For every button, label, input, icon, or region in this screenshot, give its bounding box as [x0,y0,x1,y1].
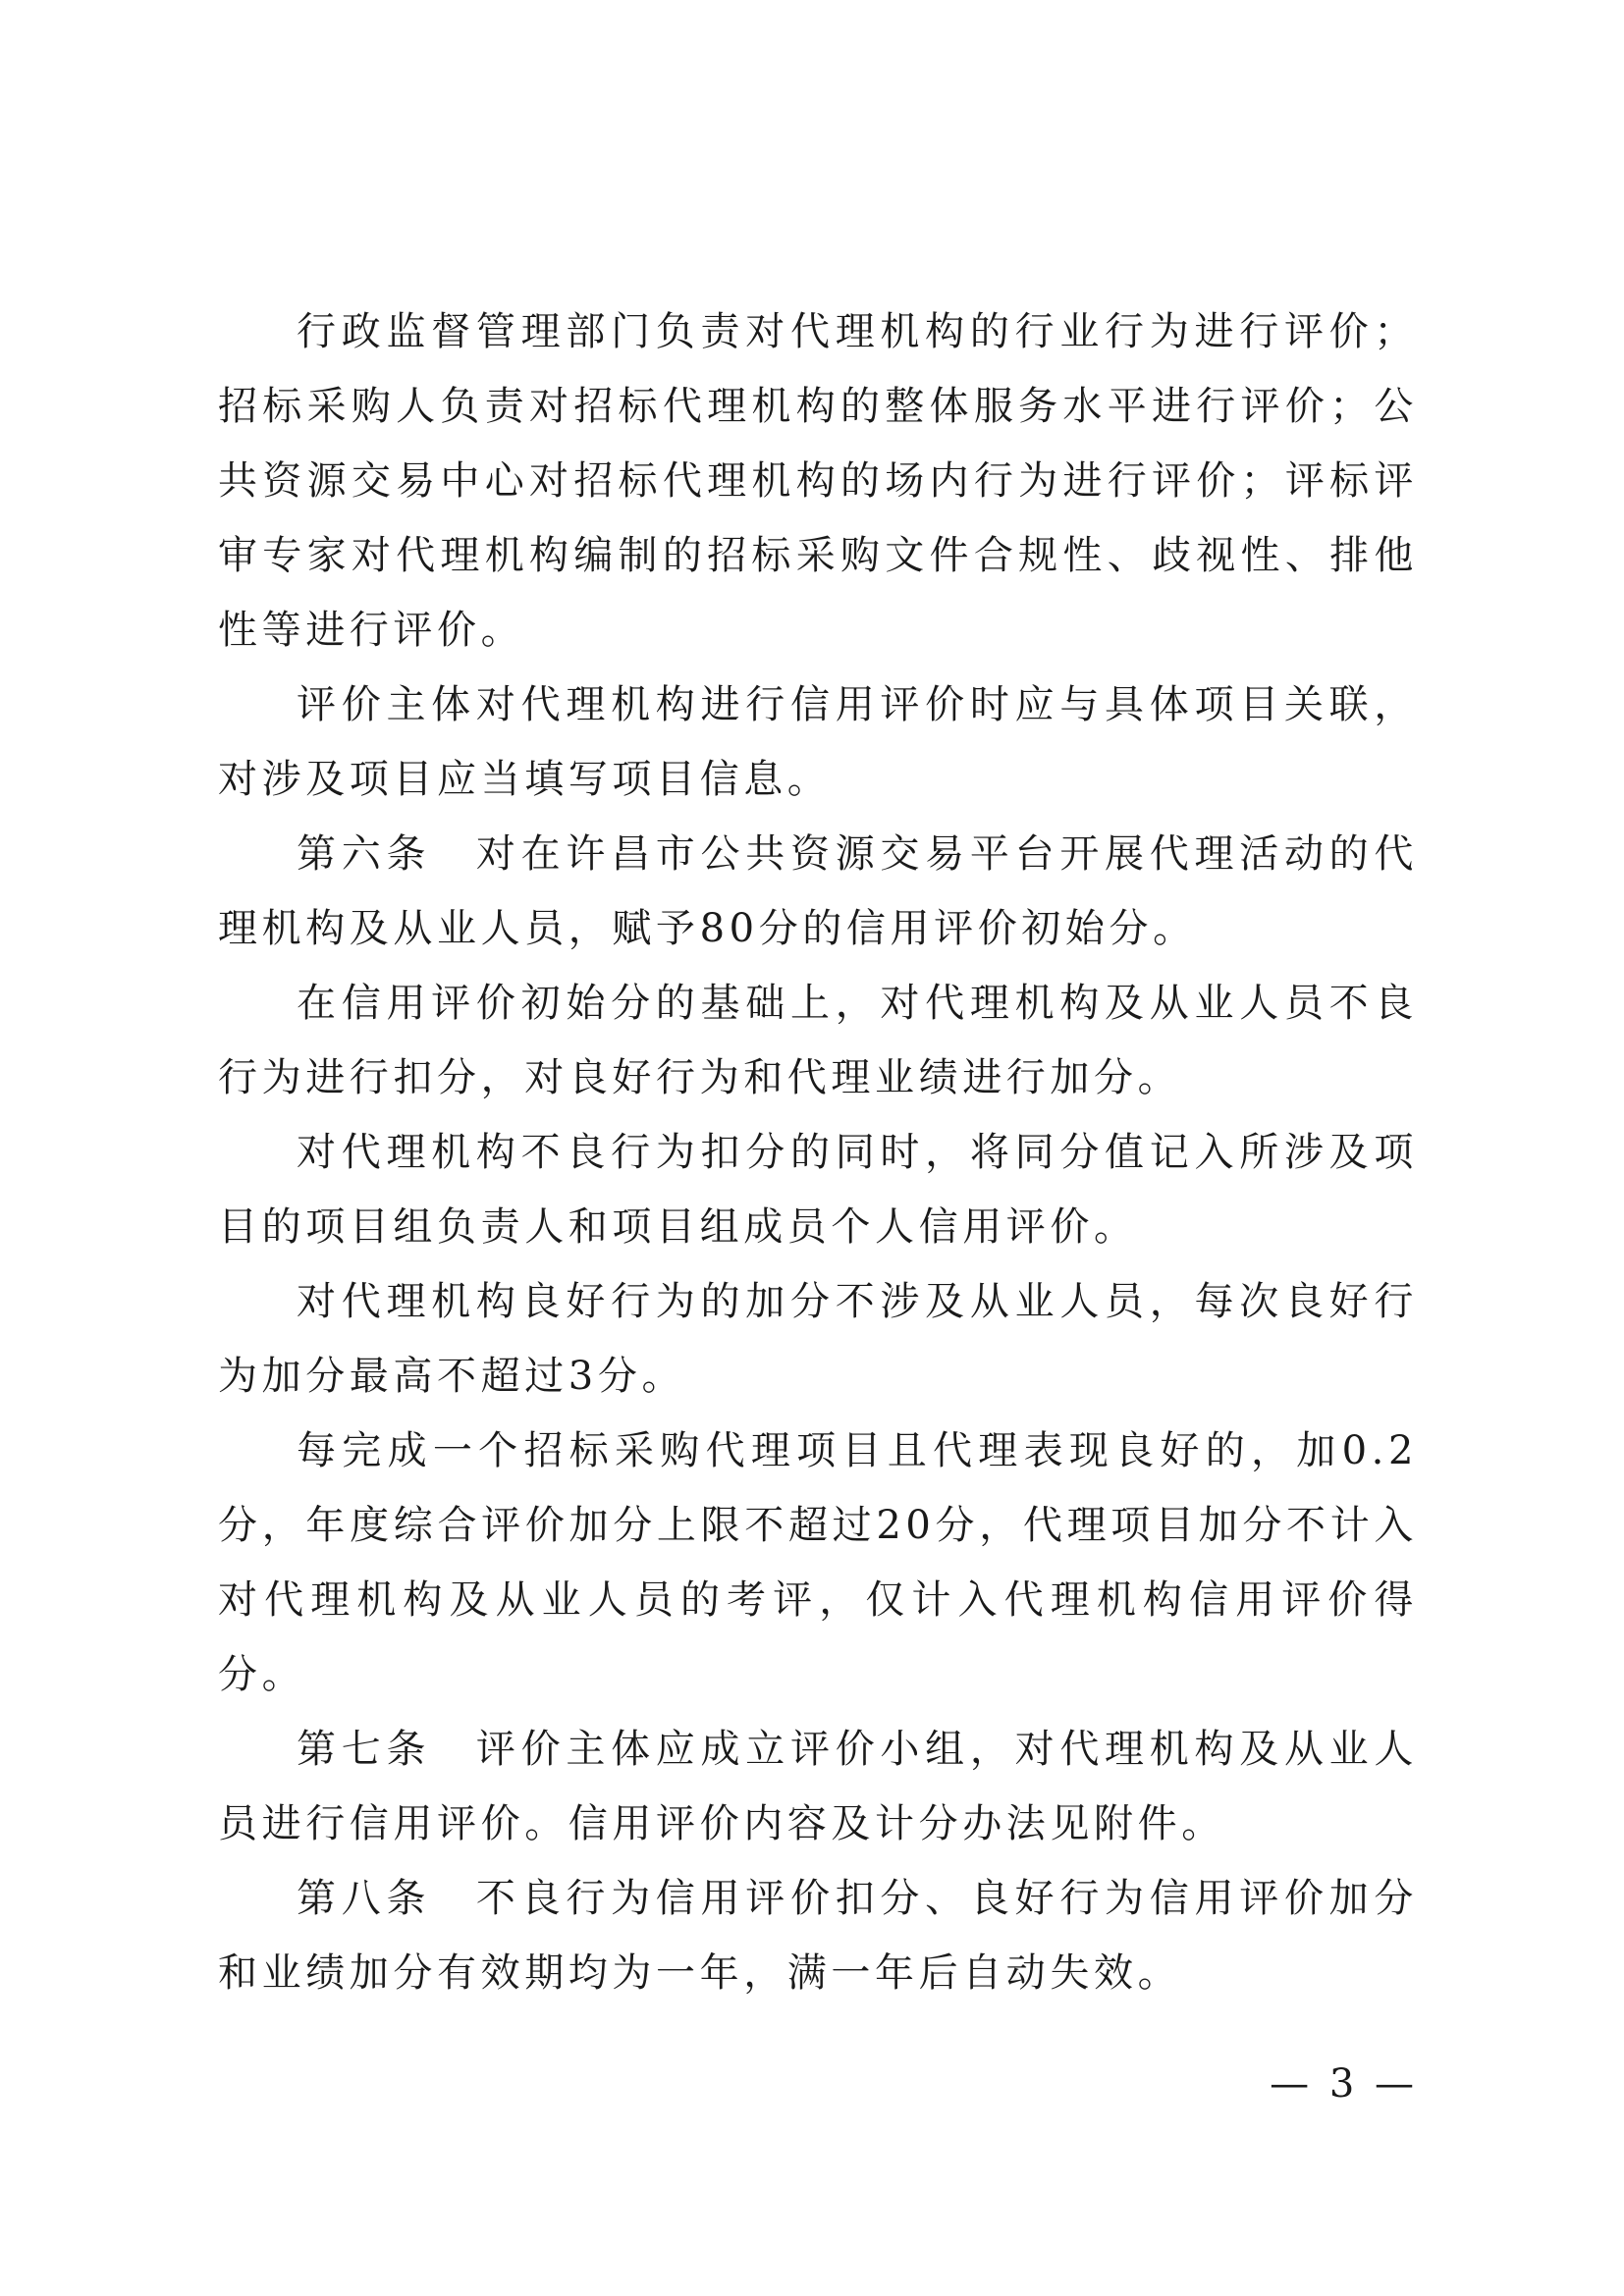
paragraph-project-association: 评价主体对代理机构进行信用评价时应与具体项目关联，对涉及项目应当填写项目信息。 [218,682,1418,802]
paragraph-deduction-addition: 在信用评价初始分的基础上，对代理机构及从业人员不良行为进行扣分，对良好行为和代理业绩进行加分。 [218,981,1418,1100]
paragraph-good-behavior-cap: 对代理机构良好行为的加分不涉及从业人员，每次良好行为加分最高不超过3分。 [218,1279,1418,1399]
paragraph-project-bonus: 每完成一个招标采购代理项目且代理表现良好的，加0.2分，年度综合评价加分上限不超过20分，代理项目加分不计入对代理机构及从业人员的考评，仅计入代理机构信用评价得分。 [218,1428,1418,1697]
paragraph-article-8: 第八条 不良行为信用评价扣分、良好行为信用评价加分和业绩加分有效期均为一年，满一年后自动失效。 [218,1876,1418,1996]
paragraph-personal-credit: 对代理机构不良行为扣分的同时，将同分值记入所涉及项目的项目组负责人和项目组成员个人信用评价。 [218,1130,1418,1250]
page-number: — 3 — [1270,2061,1418,2107]
paragraph-article-6: 第六条 对在许昌市公共资源交易平台开展代理活动的代理机构及从业人员，赋予80分的信用评价初始分。 [218,831,1418,951]
document-body [218,294,1418,2010]
paragraph-evaluation-responsibilities: 行政监督管理部门负责对代理机构的行业行为进行评价；招标采购人负责对招标代理机构的整体服务水平进行评价；公共资源交易中心对招标代理机构的场内行为进行评价；评标评审专家对代理机构编制的招标采购文件合规性、歧视性、排他性等进行评价。 [218,309,1418,653]
paragraph-article-7: 第七条 评价主体应成立评价小组，对代理机构及从业人员进行信用评价。信用评价内容及计分办法见附件。 [218,1727,1418,1846]
